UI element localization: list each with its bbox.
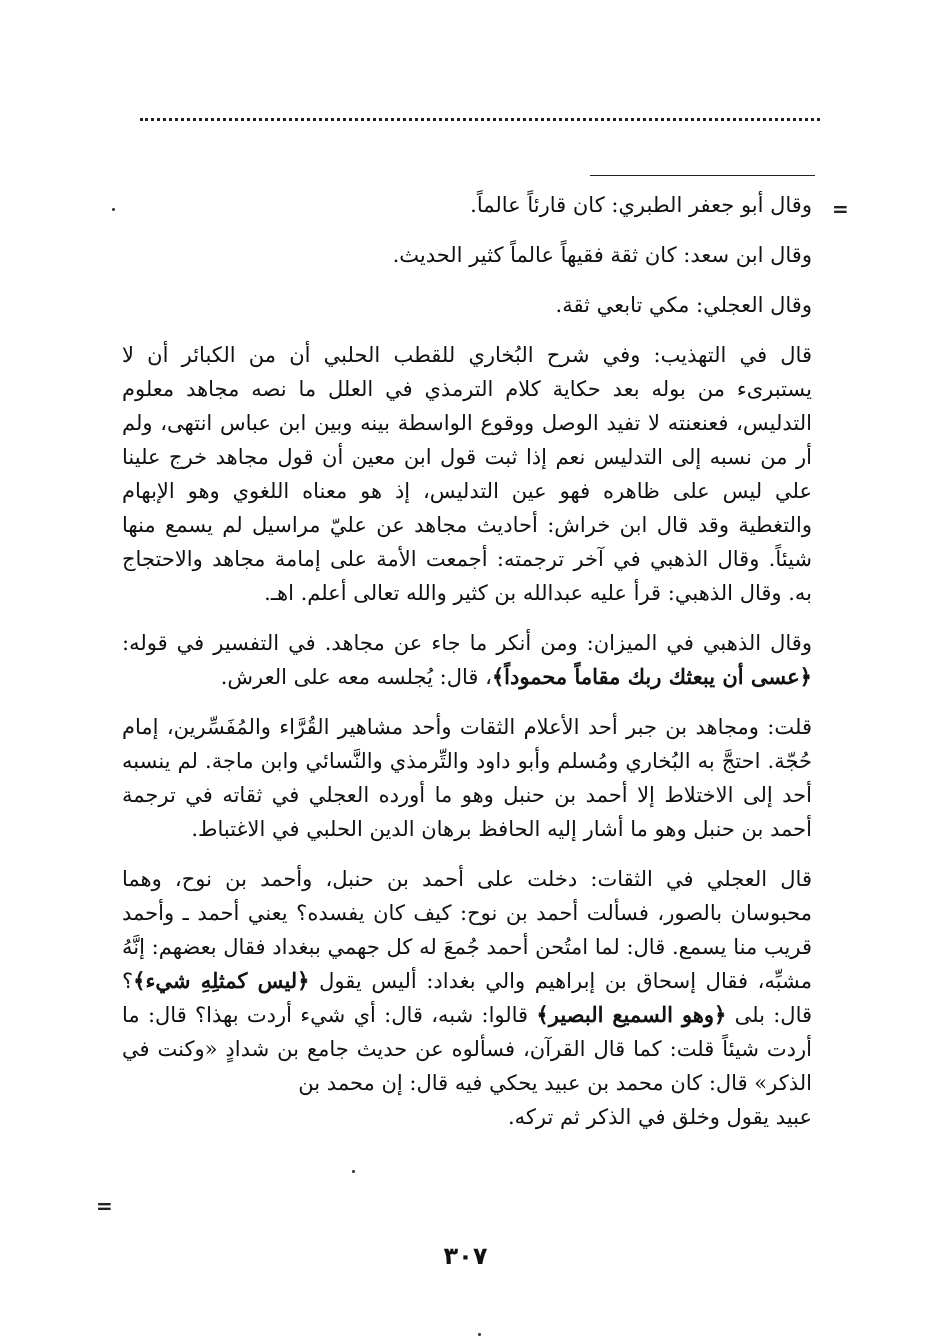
paragraph-tahdhib: قال في التهذيب: وفي شرح البُخاري للقطب الحلبي أن من الكبائر أن لا يستبرىء من بوله بعد حكاية كلام الترمذي في العلل ما نصه مجاهد معلوم التدليس، فعنعنته لا تفيد الوصل ووقوع الواسطة بينه وبين ابن عباس انتهى، ولم أر من نسبه إلى التدليس نعم إذا ثبت قول ابن معين أن قول مجاهد خرج علينا علي ليس على ظاهره فهو عين التدليس، إذ هو معناه اللغوي وهو الإبهام والتغطية وقد قال ابن خراش: أحاديث مجاهد عن عليّ مراسيل لم يسمع منها شيئاً. وقال الذهبي في آخر ترجمته: أجمعت الأمة على إمامة مجاهد والاحتجاج به. وقال الذهبي: قرأ عليه عبدالله بن كثير والله تعالى أعلم. اهـ. xyxy=(122,343,812,605)
mizan-intro: وقال الذهبي في الميزان: ومن أنكر ما جاء عن مجاهد. في التفسير في قوله: xyxy=(122,631,812,655)
quran-verse: ﴿ليس كمثلِهِ شيء﴾ xyxy=(133,968,310,993)
continuation-marker-bottom: = xyxy=(96,1194,113,1218)
paragraph-final-line: عبيد يقول وخلق في الذكر ثم تركه. xyxy=(507,1105,812,1129)
mizan-tail: ، قال: يُجلسه معه على العرش. xyxy=(220,665,492,689)
quran-verse: ﴿عسى أن يبعثك ربك مقاماً محموداً﴾ xyxy=(491,664,812,689)
footnote-rule xyxy=(590,175,815,176)
paragraph-ibn-saad: وقال ابن سعد: كان ثقة فقيهاً عالماً كثير الحديث. xyxy=(392,243,812,267)
ijli-text-3: قالوا: شبه، قال: أي شيء أردت بهذا؟ قال: ما أردت شيئاً قلت: كما قال القرآن، فسألوه عن حديث جامع بن شدادٍ «وكنت في الذكر» قال: كان محمد بن عبيد يحكي فيه قال: إن محمد بن xyxy=(122,1003,812,1095)
dotted-separator xyxy=(140,118,820,121)
ijli-text-2: ؟ قال: بلى xyxy=(122,969,813,1027)
page-number: ٣٠٧ xyxy=(443,1242,488,1270)
scan-speck xyxy=(352,1170,355,1173)
paragraph-mizan xyxy=(122,626,812,694)
page-body xyxy=(122,188,812,1150)
paragraph-qultu: قلت: ومجاهد بن جبر أحد الأعلام الثقات وأحد مشاهير القُرَّاء والمُفَسِّرين، إمام حُجّة. احتجَّ به البُخاري ومُسلم وأبو داود والتِّرمذي والنَّسائي وابن ماجة. لم ينسبه أحد إلى الاختلاط إلا أحمد بن حنبل وهو ما أورده العجلي في ثقاته في ترجمة أحمد بن حنبل وهو ما أشار إليه الحافظ برهان الدين الحلبي في الاغتباط. xyxy=(122,715,812,841)
scan-speck xyxy=(478,1333,481,1336)
paragraph-tabari: وقال أبو جعفر الطبري: كان قارئاً عالماً. xyxy=(470,193,812,217)
quran-verse: ﴿وهو السميع البصير﴾ xyxy=(536,1002,727,1027)
paragraph-ijli-thiqat xyxy=(122,862,812,1100)
ijli-text-1: قال العجلي في الثقات: دخلت على أحمد بن حنبل، وأحمد بن نوح، وهما محبوسان بالصور، فسألت أحمد بن نوح: كيف كان يفسده؟ يعني أحمد ـ وأحمد قريب منا يسمع. قال: لما امتُحن أحمد جُمعَ له كل جهمي ببغداد فقال بعضهم: إنَّهُ مشبِّه، فقال إسحاق بن إبراهيم والي بغداد: أليس يقول xyxy=(122,867,812,993)
paragraph-ijli-short: وقال العجلي: مكي تابعي ثقة. xyxy=(555,293,812,317)
scan-speck xyxy=(112,208,115,211)
continuation-marker-top: = xyxy=(832,197,849,221)
